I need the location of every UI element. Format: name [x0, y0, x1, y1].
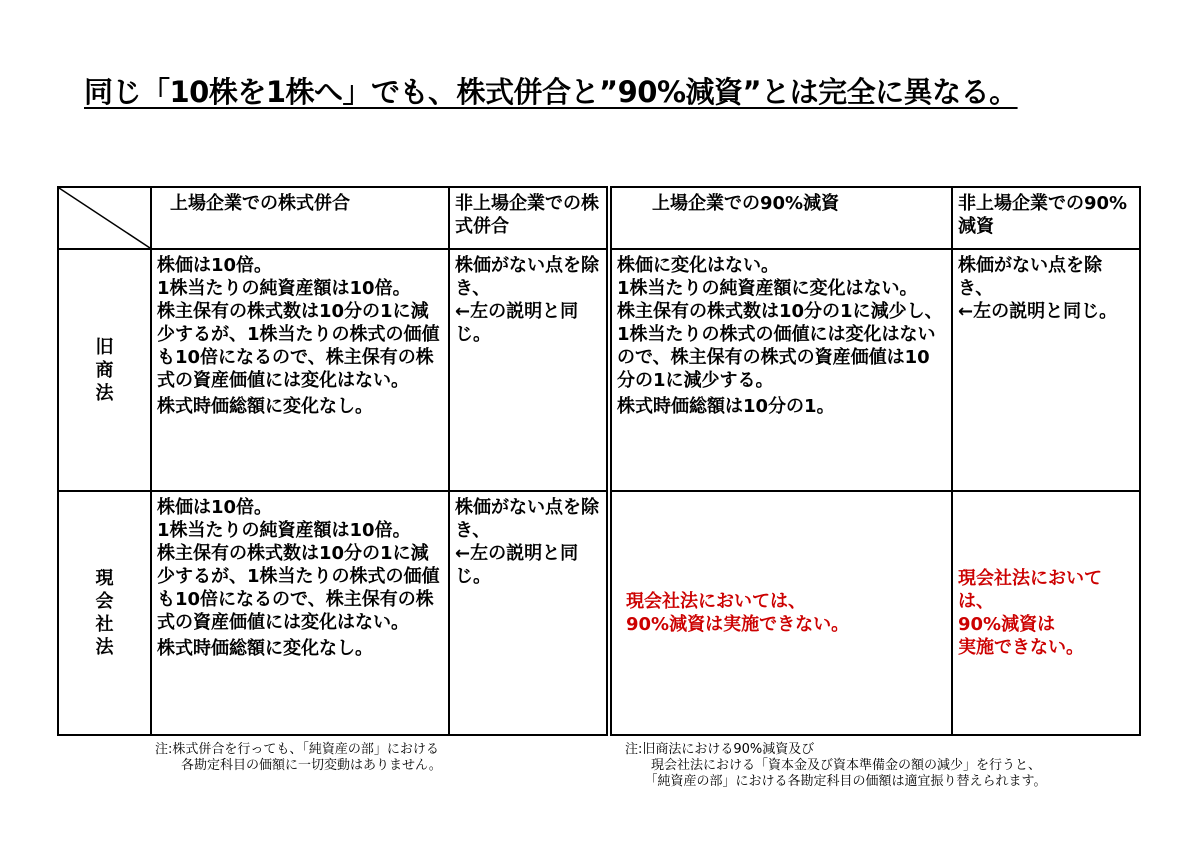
header-listed-consolidation: 上場企業での株式併合: [151, 187, 449, 249]
cell-current-unlisted-consolidation: 株価がない点を除き、 ←左の説明と同じ。: [449, 491, 609, 735]
row-old-commercial-code: [58, 249, 1140, 491]
cell-current-listed-consolidation: 株価は10倍。 1株当たりの純資産額は10倍。 株主保有の株式数は10分の1に減少するが、1株当たりの株式の価値も10倍になるので、株主保有の株式の資産価値には変化はない。 株式時価総額に変化なし。: [151, 491, 449, 735]
note-capital-reduction: 注:旧商法における90%減資及び 現会社法における「資本金及び資本準備金の額の減少」を行うと、 「純資産の部」における各勘定科目の価額は適宜振り替えられます。: [625, 742, 1047, 789]
row-label-current-companies-act: 現 会 社 法: [58, 491, 151, 735]
header-unlisted-reduction: 非上場企業での90%減資: [952, 187, 1140, 249]
cell-current-listed-reduction: 現会社法においては、 90%減資は実施できない。: [609, 491, 952, 735]
header-row: [58, 187, 1140, 249]
header-listed-reduction: 上場企業での90%減資: [609, 187, 952, 249]
cell-old-listed-consolidation: 株価は10倍。 1株当たりの純資産額は10倍。 株主保有の株式数は10分の1に減少するが、1株当たりの株式の価値も10倍になるので、株主保有の株式の資産価値には変化はない。 株式時価総額に変化なし。: [151, 249, 449, 491]
row-current-companies-act: [58, 491, 1140, 735]
cell-old-listed-reduction: 株価に変化はない。 1株当たりの純資産額に変化はない。 株主保有の株式数は10分の1に減少し、1株当たりの株式の価値には変化はないので、株主保有の株式の資産価値は10分の1に減少する。 株式時価総額は10分の1。: [609, 249, 952, 491]
page-title: 同じ「10株を1株へ」でも、株式併合と”90%減資”とは完全に異なる。: [84, 75, 1018, 109]
note-consolidation: 注:株式併合を行っても、「純資産の部」における 各勘定科目の価額に一切変動はありません。: [155, 742, 442, 773]
header-unlisted-consolidation: 非上場企業での株式併合: [449, 187, 609, 249]
corner-cell: [58, 187, 151, 249]
cell-old-unlisted-consolidation: 株価がない点を除き、 ←左の説明と同じ。: [449, 249, 609, 491]
row-label-old-commercial-code: 旧 商 法: [58, 249, 151, 491]
cell-current-unlisted-reduction: 現会社法においては、 90%減資は 実施できない。: [952, 491, 1140, 735]
diagonal-line: [59, 188, 150, 248]
comparison-table: [57, 186, 1141, 736]
cell-old-unlisted-reduction: 株価がない点を除き、 ←左の説明と同じ。: [952, 249, 1140, 491]
